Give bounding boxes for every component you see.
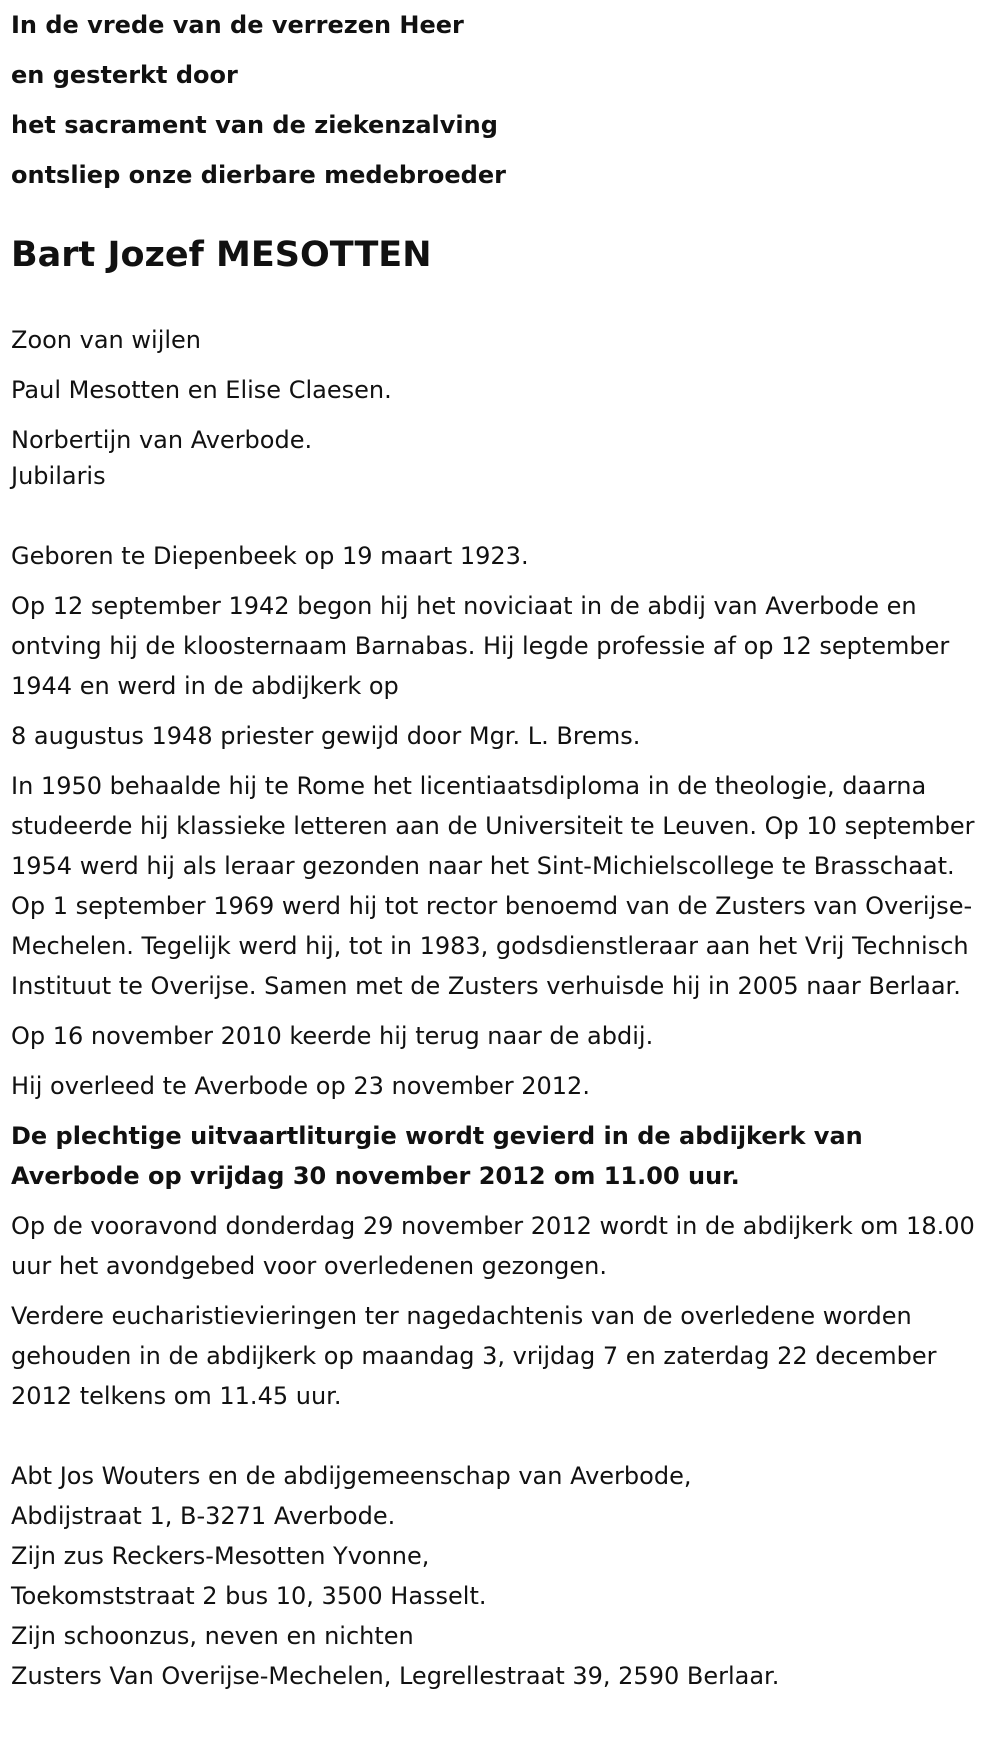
parents-text: Paul Mesotten en Elise Claesen. [11, 376, 392, 404]
contacts-block [11, 1456, 986, 1696]
contact-line: Zusters Van Overijse-Mechelen, Legrellestraat 39, 2590 Berlaar. [11, 1662, 780, 1690]
intro-line: In de vrede van de verrezen Heer [11, 11, 464, 39]
contact-line: Zijn schoonzus, neven en nichten [11, 1622, 414, 1650]
intro-line: en gesterkt door [11, 61, 238, 89]
birth-text: Geboren te Diepenbeek op 19 maart 1923. [11, 542, 529, 570]
son-of-text: Zoon van wijlen [11, 326, 202, 354]
ordination-text: 8 augustus 1948 priester gewijd door Mgr. L. Brems. [11, 722, 641, 750]
intro-line: het sacrament van de ziekenzalving [11, 111, 498, 139]
intro-line: ontsliep onze dierbare medebroeder [11, 161, 506, 189]
deceased-name: Bart Jozef MESOTTEN [11, 235, 432, 275]
masses-text: Verdere eucharistievieringen ter nagedachtenis van de overledene worden gehouden in de abdijkerk op maandag 3, vrijdag 7 en zaterdag 22 december 2012 telkens om 11.45 uur. [11, 1302, 937, 1410]
order-text: Norbertijn van Averbode. [11, 426, 313, 454]
career-text: In 1950 behaalde hij te Rome het licentiaatsdiploma in de theologie, daarna studeerde hij klassieke letteren aan de Universiteit te Leuven. Op 10 september 1954 werd hij als leraar gezonden naar het Sint-Michielscollege te Brasschaat. Op 1 september 1969 werd hij tot rector benoemd van de Zusters van Overijse-Mechelen. Tegelijk werd hij, tot in 1983, godsdienstleraar aan het Vrij Technisch Instituut te Overijse. Samen met de Zusters verhuisde hij in 2005 naar Berlaar. [11, 772, 975, 1000]
obituary-body [11, 320, 986, 1696]
funeral-text: De plechtige uitvaartliturgie wordt gevierd in de abdijkerk van Averbode op vrijdag 30 november 2012 om 11.00 uur. [11, 1122, 863, 1190]
contact-line: Toekomststraat 2 bus 10, 3500 Hasselt. [11, 1582, 487, 1610]
novitiate-text: Op 12 september 1942 begon hij het noviciaat in de abdij van Averbode en ontving hij de kloosternaam Barnabas. Hij legde professie af op 12 september 1944 en werd in de abdijkerk op [11, 592, 950, 700]
contact-line: Abdijstraat 1, B-3271 Averbode. [11, 1502, 396, 1530]
vigil-text: Op de vooravond donderdag 29 november 2012 wordt in de abdijkerk om 18.00 uur het avondgebed voor overledenen gezongen. [11, 1212, 975, 1280]
jubilarian-text: Jubilaris [11, 462, 106, 490]
contact-line: Zijn zus Reckers-Mesotten Yvonne, [11, 1542, 430, 1570]
contact-line: Abt Jos Wouters en de abdijgemeenschap van Averbode, [11, 1462, 692, 1490]
intro-block [11, 0, 506, 200]
death-text: Hij overleed te Averbode op 23 november 2012. [11, 1072, 590, 1100]
return-text: Op 16 november 2010 keerde hij terug naar de abdij. [11, 1022, 654, 1050]
